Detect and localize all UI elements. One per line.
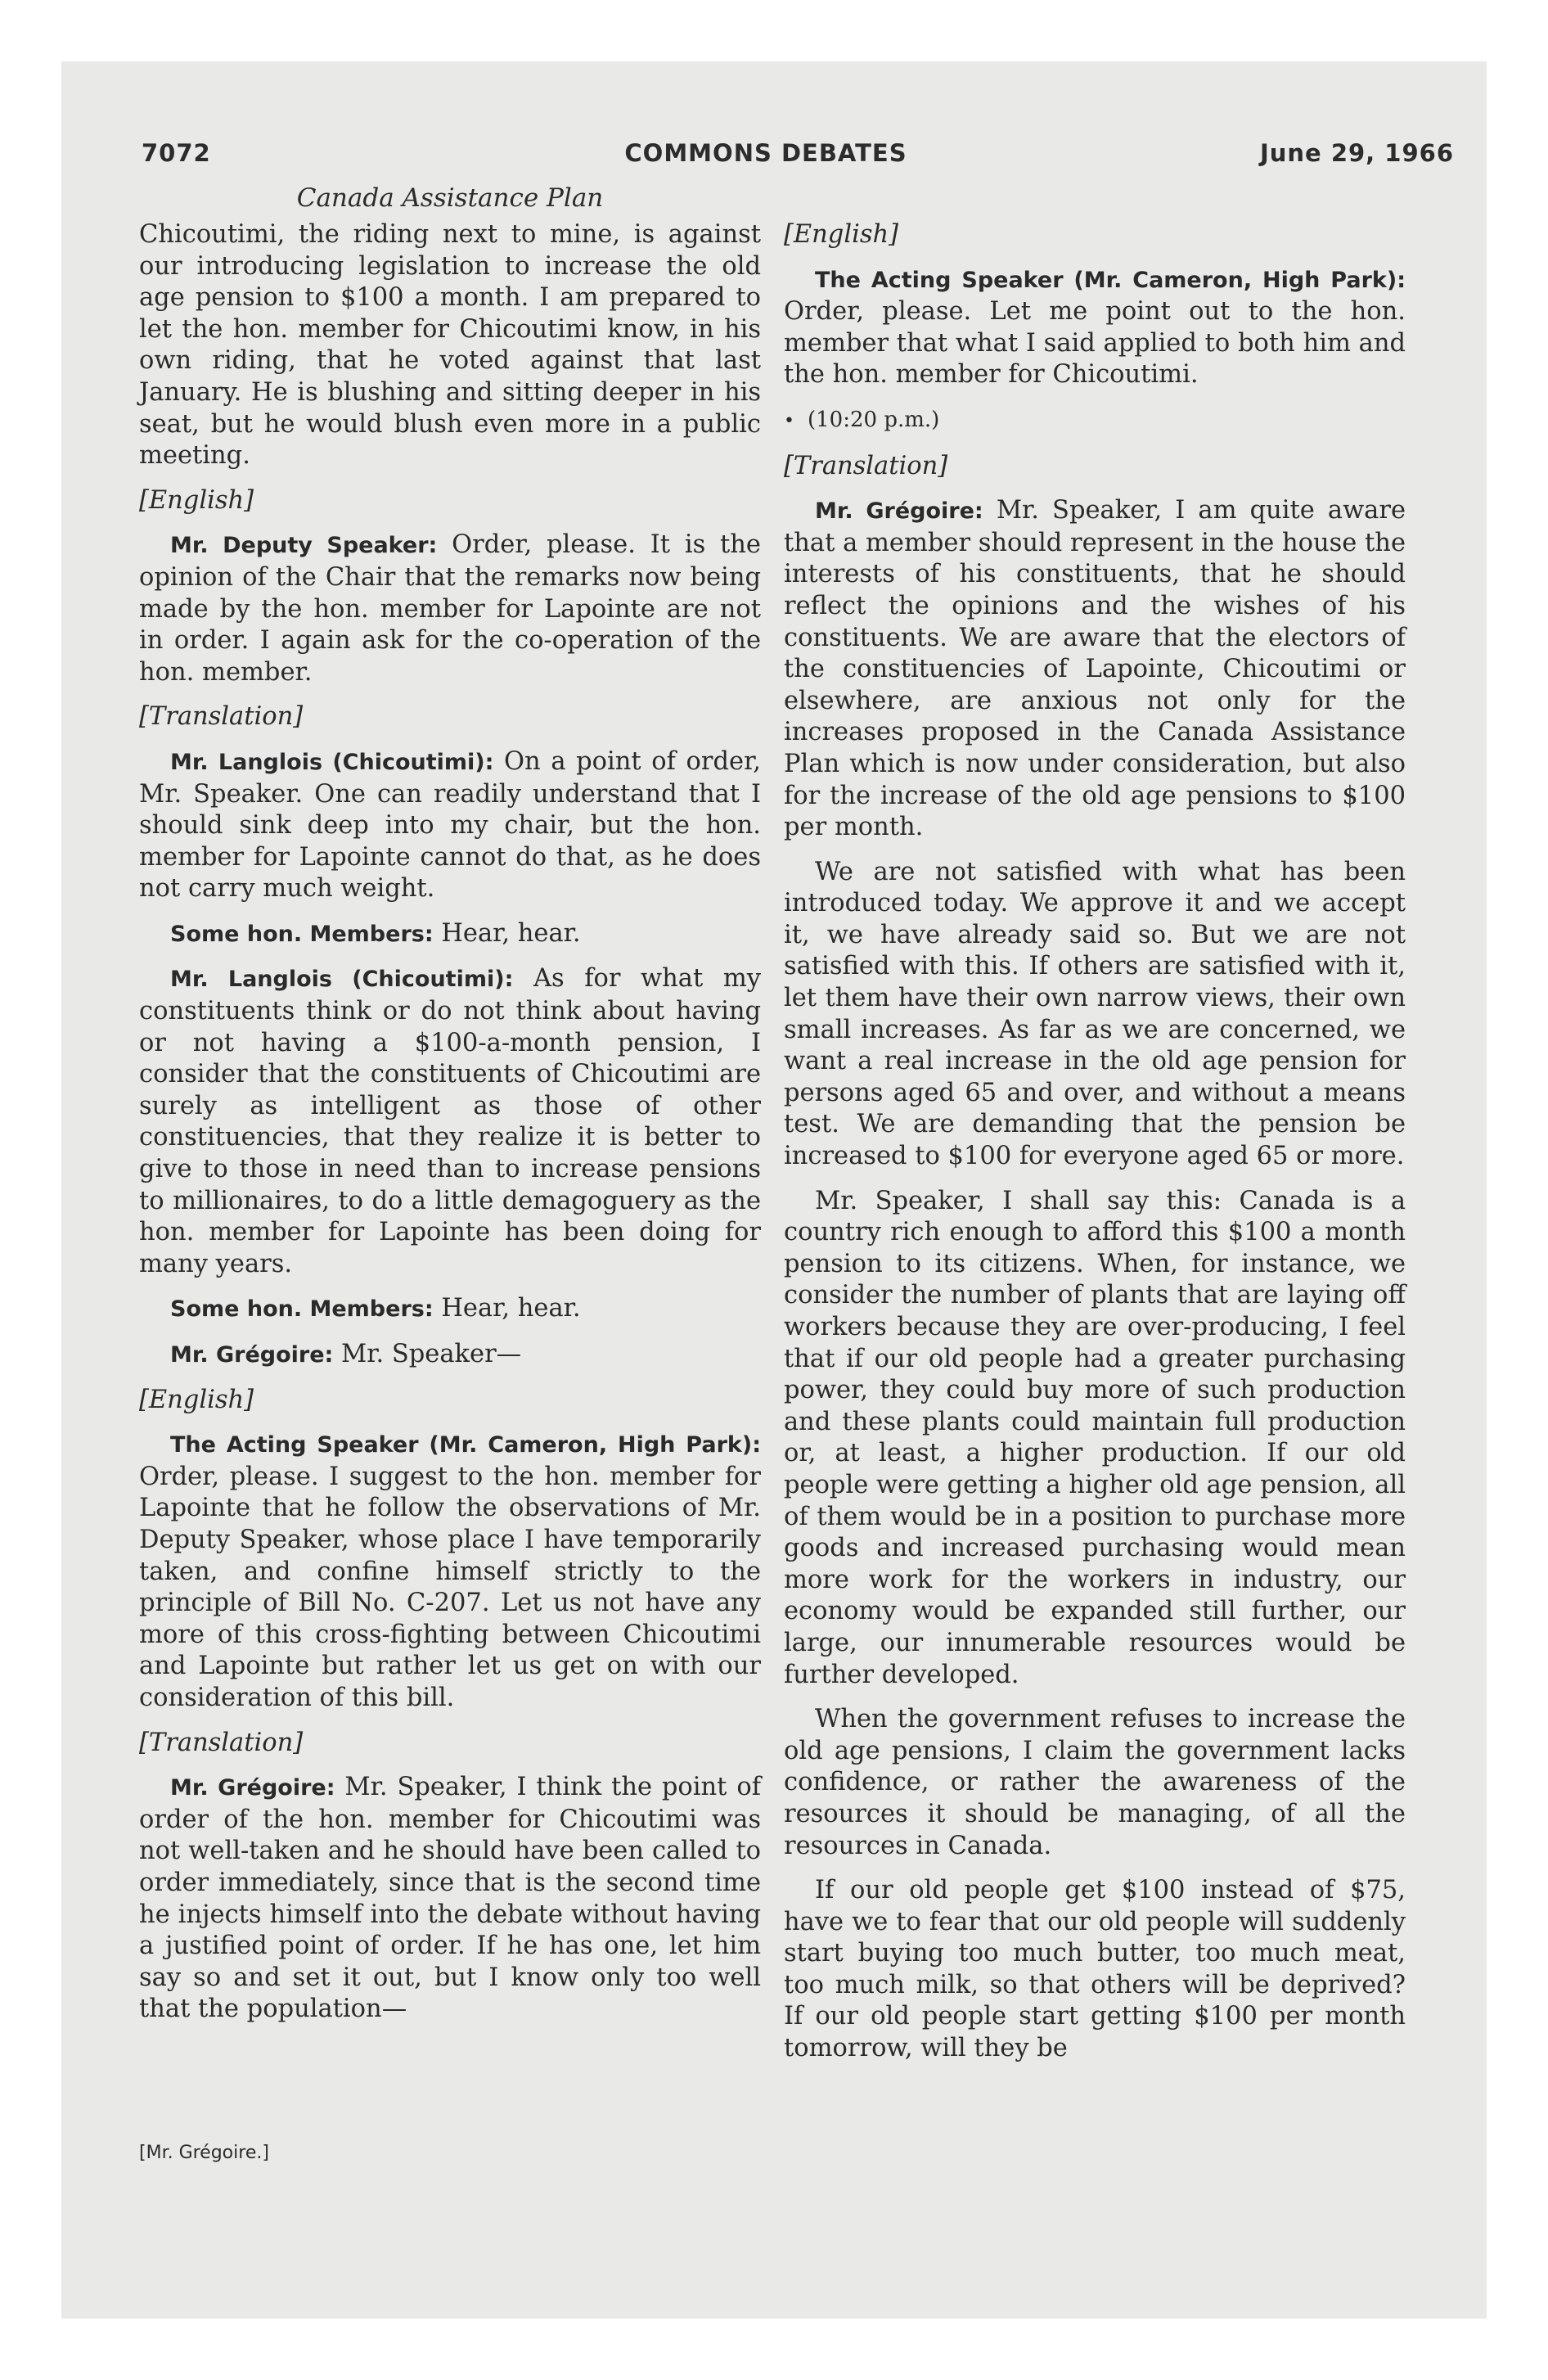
left-column <box>139 219 761 2039</box>
speaker-name: Mr. Langlois (Chicoutimi): <box>170 749 494 775</box>
speech-paragraph <box>139 1339 761 1372</box>
speaker-name: The Acting Speaker (Mr. Cameron, High Park): <box>815 267 1406 293</box>
time-text: (10:20 p.m.) <box>807 407 940 432</box>
speech-paragraph <box>784 264 1406 391</box>
speech-text: Hear, hear. <box>433 1294 581 1323</box>
page-header <box>78 139 1454 180</box>
language-marker: [English] <box>139 485 254 515</box>
speech-text: Mr. Speaker, I think the point of order of the hon. member for Chicoutimi was not well-taken and he should have been called to order immediately, since that is the second time he injects himself into the debate without having a justified point of order. If he has one, let him say so and set it out, but I know only too well that the population— <box>139 1773 761 2024</box>
paragraph: Chicoutimi, the riding next to mine, is against our introducing legislation to increase the old age pension to $100 a month. I am prepared to let the hon. member for Chicoutimi know, in his own riding, that he voted against that last January. He is blushing and sitting deeper in his seat, but he would blush even more in a public meeting. <box>139 220 761 471</box>
speech-text: Mr. Speaker— <box>333 1340 522 1368</box>
timestamp <box>784 404 1406 438</box>
paragraph: We are not satisfied with what has been introduced today. We approve it and we accept it, we have already said so. But we are not satisfied with this. If others are satisfied with it, let them have their own narrow views, their own small increases. As far as we are concerned, we want a real increase in the old age pension for persons aged 65 and over, and without a means test. We are demanding that the pension be increased to $100 for everyone aged 65 or more. <box>784 857 1406 1171</box>
speech-paragraph <box>139 1429 761 1714</box>
speech-paragraph <box>139 1772 761 2026</box>
speaker-name: Some hon. Members: <box>170 1296 434 1323</box>
speaker-name: The Acting Speaker (Mr. Cameron, High Park): <box>170 1432 761 1458</box>
speech-text: Order, please. It is the opinion of the Chair that the remarks now being made by the hon. member for Lapointe are not in order. I again ask for the co-operation of the hon. member. <box>139 530 761 687</box>
paragraph: When the government refuses to increase the old age pensions, I claim the government lacks confidence, or rather the awareness of the resources it should be managing, of all the resources in Canada. <box>784 1705 1406 1860</box>
speech-text: On a point of order, Mr. Speaker. One can readily understand that I should sink deep into my chair, but the hon. member for Lapointe cannot do that, as he does not carry much weight. <box>139 746 761 904</box>
speech-paragraph <box>139 963 761 1280</box>
speech-paragraph <box>139 530 761 688</box>
speech-text: Mr. Speaker, I am quite aware that a member should represent in the house the interests of his constituents, that he should reflect the opinions and the wishes of his constituents. We are aware that the electors of the constituencies of Lapointe, Chicoutimi or elsewhere, are anxious not only for the increases proposed in the Canada Assistance Plan which is now under consideration, but also for the increase of the old age pensions to $100 per month. <box>784 496 1406 842</box>
speech-paragraph <box>139 1293 761 1326</box>
speech-text: Order, please. Let me point out to the hon. member that what I said applied to both him and the hon. member for Chicoutimi. <box>784 297 1406 390</box>
paragraph: Mr. Speaker, I shall say this: Canada is a country rich enough to afford this $100 a month pension to its citizens. When, for instance, we consider the number of plants that are laying off workers because they are over-producing, I feel that if our old people had a greater purchasing power, they could buy more of such production and these plants could maintain full production or, at least, a higher production. If our old people were getting a higher old age pension, all of them would be in a position to purchase more goods and increased purchasing would mean more work for the workers in industry, our economy would be expanded still further, our large, our innumerable resources would be further developed. <box>784 1186 1406 1689</box>
language-marker: [Translation] <box>784 451 948 480</box>
speech-paragraph <box>139 746 761 905</box>
speaker-name: Mr. Grégoire: <box>815 498 983 525</box>
speech-text: Hear, hear. <box>433 918 581 948</box>
speaker-signature: [Mr. Grégoire.] <box>139 2143 269 2163</box>
paragraph: If our old people get $100 instead of $75, have we to fear that our old people will suddenly start buying too much butter, too much meat, too much milk, so that others will be deprived? If our old people start getting $100 per month tomorrow, will they be <box>784 1876 1406 2063</box>
speaker-name: Mr. Grégoire: <box>170 1342 334 1368</box>
bullet-icon: • <box>784 410 794 431</box>
speech-text: As for what my constituents think or do not think about having or not having a $100-a-month pension, I consider that the constituents of Chicoutimi are surely as intelligent as those of other constituencies, that they realize it is better to give to those in need than to increase pensions to millionaires, to do a little demagoguery as the hon. member for Lapointe has been doing for many years. <box>139 964 761 1278</box>
language-marker: [Translation] <box>139 1728 304 1757</box>
publication-date: June 29, 1966 <box>1259 139 1454 167</box>
language-marker: [English] <box>139 1385 254 1414</box>
speech-paragraph <box>784 495 1406 844</box>
publication-title: COMMONS DEBATES <box>624 139 907 167</box>
language-marker: [Translation] <box>139 702 304 732</box>
speaker-name: Mr. Grégoire: <box>170 1775 335 1801</box>
speaker-name: Some hon. Members: <box>170 921 434 947</box>
speaker-name: Mr. Deputy Speaker: <box>170 533 438 559</box>
subject-heading: Canada Assistance Plan <box>296 183 604 213</box>
speech-text: Order, please. I suggest to the hon. member for Lapointe that he follow the observations of Mr. Deputy Speaker, whose place I have temporarily taken, and confine himself strictly to the principle of Bill No. C-207. Let us not have any more of this cross-fighting between Chicoutimi and Lapointe but rather let us get on with our consideration of this bill. <box>139 1462 761 1712</box>
speech-paragraph <box>139 918 761 951</box>
page-number: 7072 <box>142 139 211 167</box>
language-marker: [English] <box>784 220 899 249</box>
right-column <box>784 219 1406 2078</box>
speaker-name: Mr. Langlois (Chicoutimi): <box>170 967 514 993</box>
